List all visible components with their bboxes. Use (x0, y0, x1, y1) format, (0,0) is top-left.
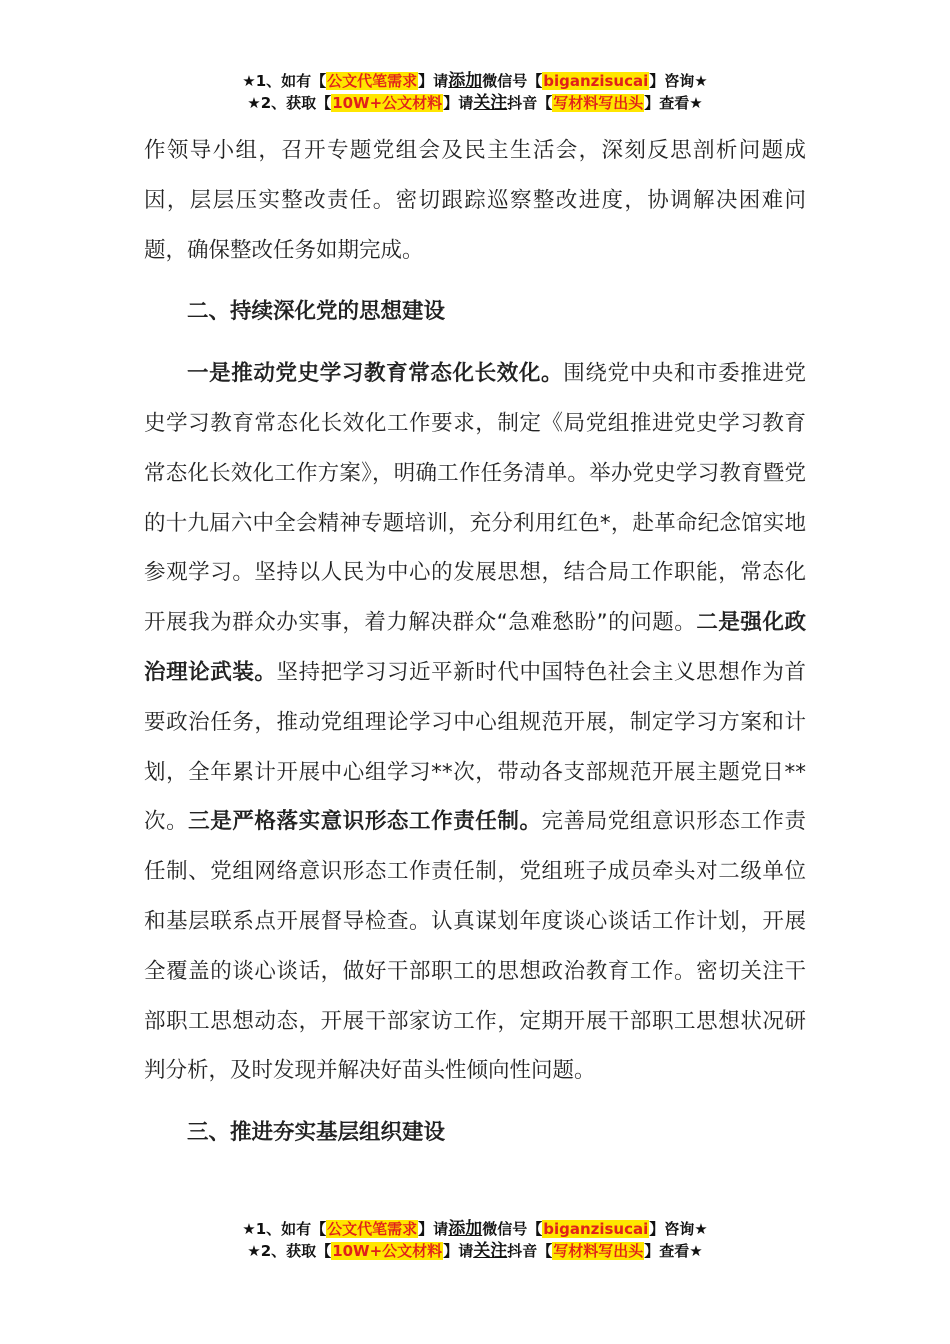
highlight-materials: 10W+公文材料 (332, 94, 443, 112)
section-heading-3: 三、推进夯实基层组织建设 (187, 1120, 446, 1146)
star-icon: ★ (247, 94, 261, 112)
underlined-follow: 关注 (473, 93, 508, 113)
bold-point-1: 一是推动党史学习教育常态化长效化。 (187, 361, 564, 387)
paragraph-continuation: 作领导小组，召开专题党组会及民主生活会，深刻反思剖析问题成因，层层压实整改责任。密切跟踪巡察整改进度，协调解决困难问题，确保整改任务如期完成。 (144, 138, 806, 263)
document-body (144, 126, 806, 1170)
underlined-follow: 关注 (473, 1241, 508, 1261)
highlight-wechat-id: biganzisucai (543, 72, 649, 90)
highlight-service: 公文代笔需求 (327, 72, 418, 90)
footer-promo-banner (0, 1218, 950, 1262)
section-heading-2: 二、持续深化党的思想建设 (187, 299, 446, 325)
highlight-service: 公文代笔需求 (327, 1220, 418, 1238)
bold-point-3: 三是严格落实意识形态工作责任制。 (188, 809, 542, 835)
star-icon: ★ (242, 72, 256, 90)
paragraph-ideology: 一是推动党史学习教育常态化长效化。围绕党中央和市委推进党史学习教育常态化长效化工作要求，制定《局党组推进党史学习教育常态化长效化工作方案》，明确工作任务清单。举办党史学习教育暨党的十九届六中全会精神专题培训，充分利用红色*，赴革命纪念馆实地参观学习。坚持以人民为中心的发展思想，结合局工作职能，常态化开展我为群众办实事，着力解决群众“急难愁盼”的问题。二是强化政治理论武装。坚持把学习习近平新时代中国特色社会主义思想作为首要政治任务，推动党组理论学习中心组规范开展，制定学习方案和计划，全年累计开展中心组学习**次，带动各支部规范开展主题党日**次。三是严格落实意识形态工作责任制。完善局党组意识形态工作责任制、党组网络意识形态工作责任制，党组班子成员牵头对二级单位和基层联系点开展督导检查。认真谋划年度谈心谈话工作计划，开展全覆盖的谈心谈话，做好干部职工的思想政治教育工作。密切关注干部职工思想动态，开展干部家访工作，定期开展干部职工思想状况研判分析，及时发现并解决好苗头性倾向性问题。 (144, 361, 806, 1084)
bold-point-2: 二是强化政治理论武装。 (144, 610, 806, 685)
highlight-douyin-account: 写材料写出头 (553, 94, 644, 112)
header-promo-banner (0, 70, 950, 114)
promo-line-1: ★1、如有【公文代笔需求】请添加微信号【biganzisucai】咨询★ (242, 1219, 708, 1239)
star-icon: ★ (242, 1220, 256, 1238)
highlight-douyin-account: 写材料写出头 (553, 1242, 644, 1260)
promo-line-2: ★2、获取【10W+公文材料】请关注抖音【写材料写出头】查看★ (247, 93, 703, 113)
highlight-wechat-id: biganzisucai (543, 1220, 649, 1238)
promo-line-1: ★1、如有【公文代笔需求】请添加微信号【biganzisucai】咨询★ (242, 71, 708, 91)
highlight-materials: 10W+公文材料 (332, 1242, 443, 1260)
underlined-add: 添加 (448, 1219, 483, 1239)
star-icon: ★ (247, 1242, 261, 1260)
promo-line-2: ★2、获取【10W+公文材料】请关注抖音【写材料写出头】查看★ (247, 1241, 703, 1261)
underlined-add: 添加 (448, 71, 483, 91)
